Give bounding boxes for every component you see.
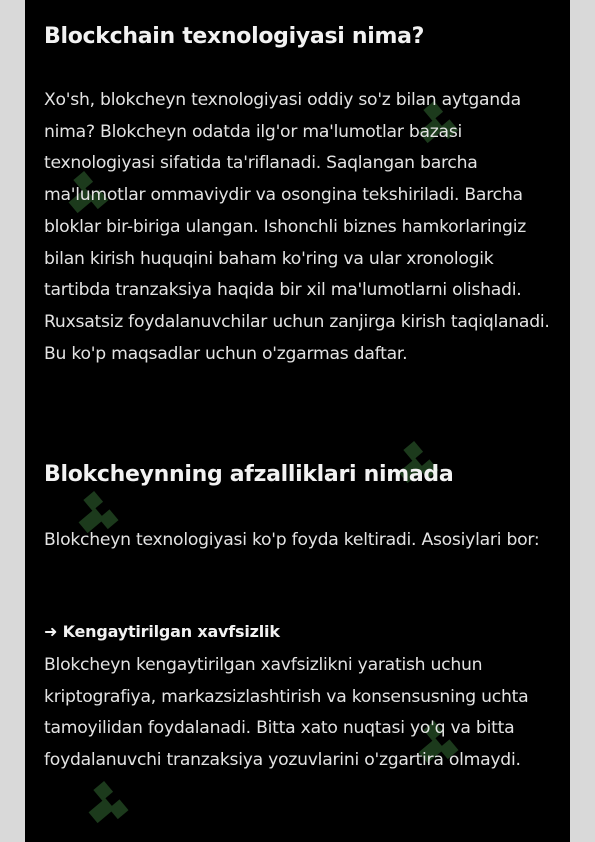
paragraph-advantages-intro: Blokcheyn texnologiyasi ko'p foyda keltiradi. Asosiylari bor: [44, 530, 540, 550]
paragraph-blockchain-definition: Xo'sh, blokcheyn texnologiyasi oddiy so'z bilan aytganda nima? Blokcheyn odatda ilg'or ma'lumotlar bazasi texnologiyasi sifatida ta'riflanadi. Saqlangan barcha ma'lumotlar ommaviydir va osongina tekshiriladi. Barcha bloklar bir-biriga ulangan. Ishonchli biznes hamkorlaringiz bilan kirish huquqini baham ko'ring va ular xronologik tartibda tranzaksiya haqida bir xil ma'lumotlarni olishadi. Ruxsatsiz foydalanuvchilar uchun zanjirga kirish taqiqlanadi. Bu ko'p maqsadlar uchun o'zgarmas daftar. [44, 90, 550, 364]
subheading-label: Kengaytirilgan xavfsizlik [62, 622, 280, 641]
arrow-right-icon: ➜ [44, 622, 58, 641]
heading-blockchain-advantages: Blokcheynning afzalliklari nimada [44, 462, 454, 487]
paragraph-enhanced-security: Blokcheyn kengaytirilgan xavfsizlikni yaratish uchun kriptografiya, markazsizlashtirish va konsensusning uchta tamoyilidan foydalanadi. Bitta xato nuqtasi yo'q va bitta foydalanuvchi tranzaksiya yozuvlarini o'zgartira olmaydi. [44, 655, 529, 771]
document-page [25, 0, 570, 842]
heading-blockchain-technology: Blockchain texnologiyasi nima? [44, 24, 425, 49]
subheading-enhanced-security [44, 622, 280, 641]
